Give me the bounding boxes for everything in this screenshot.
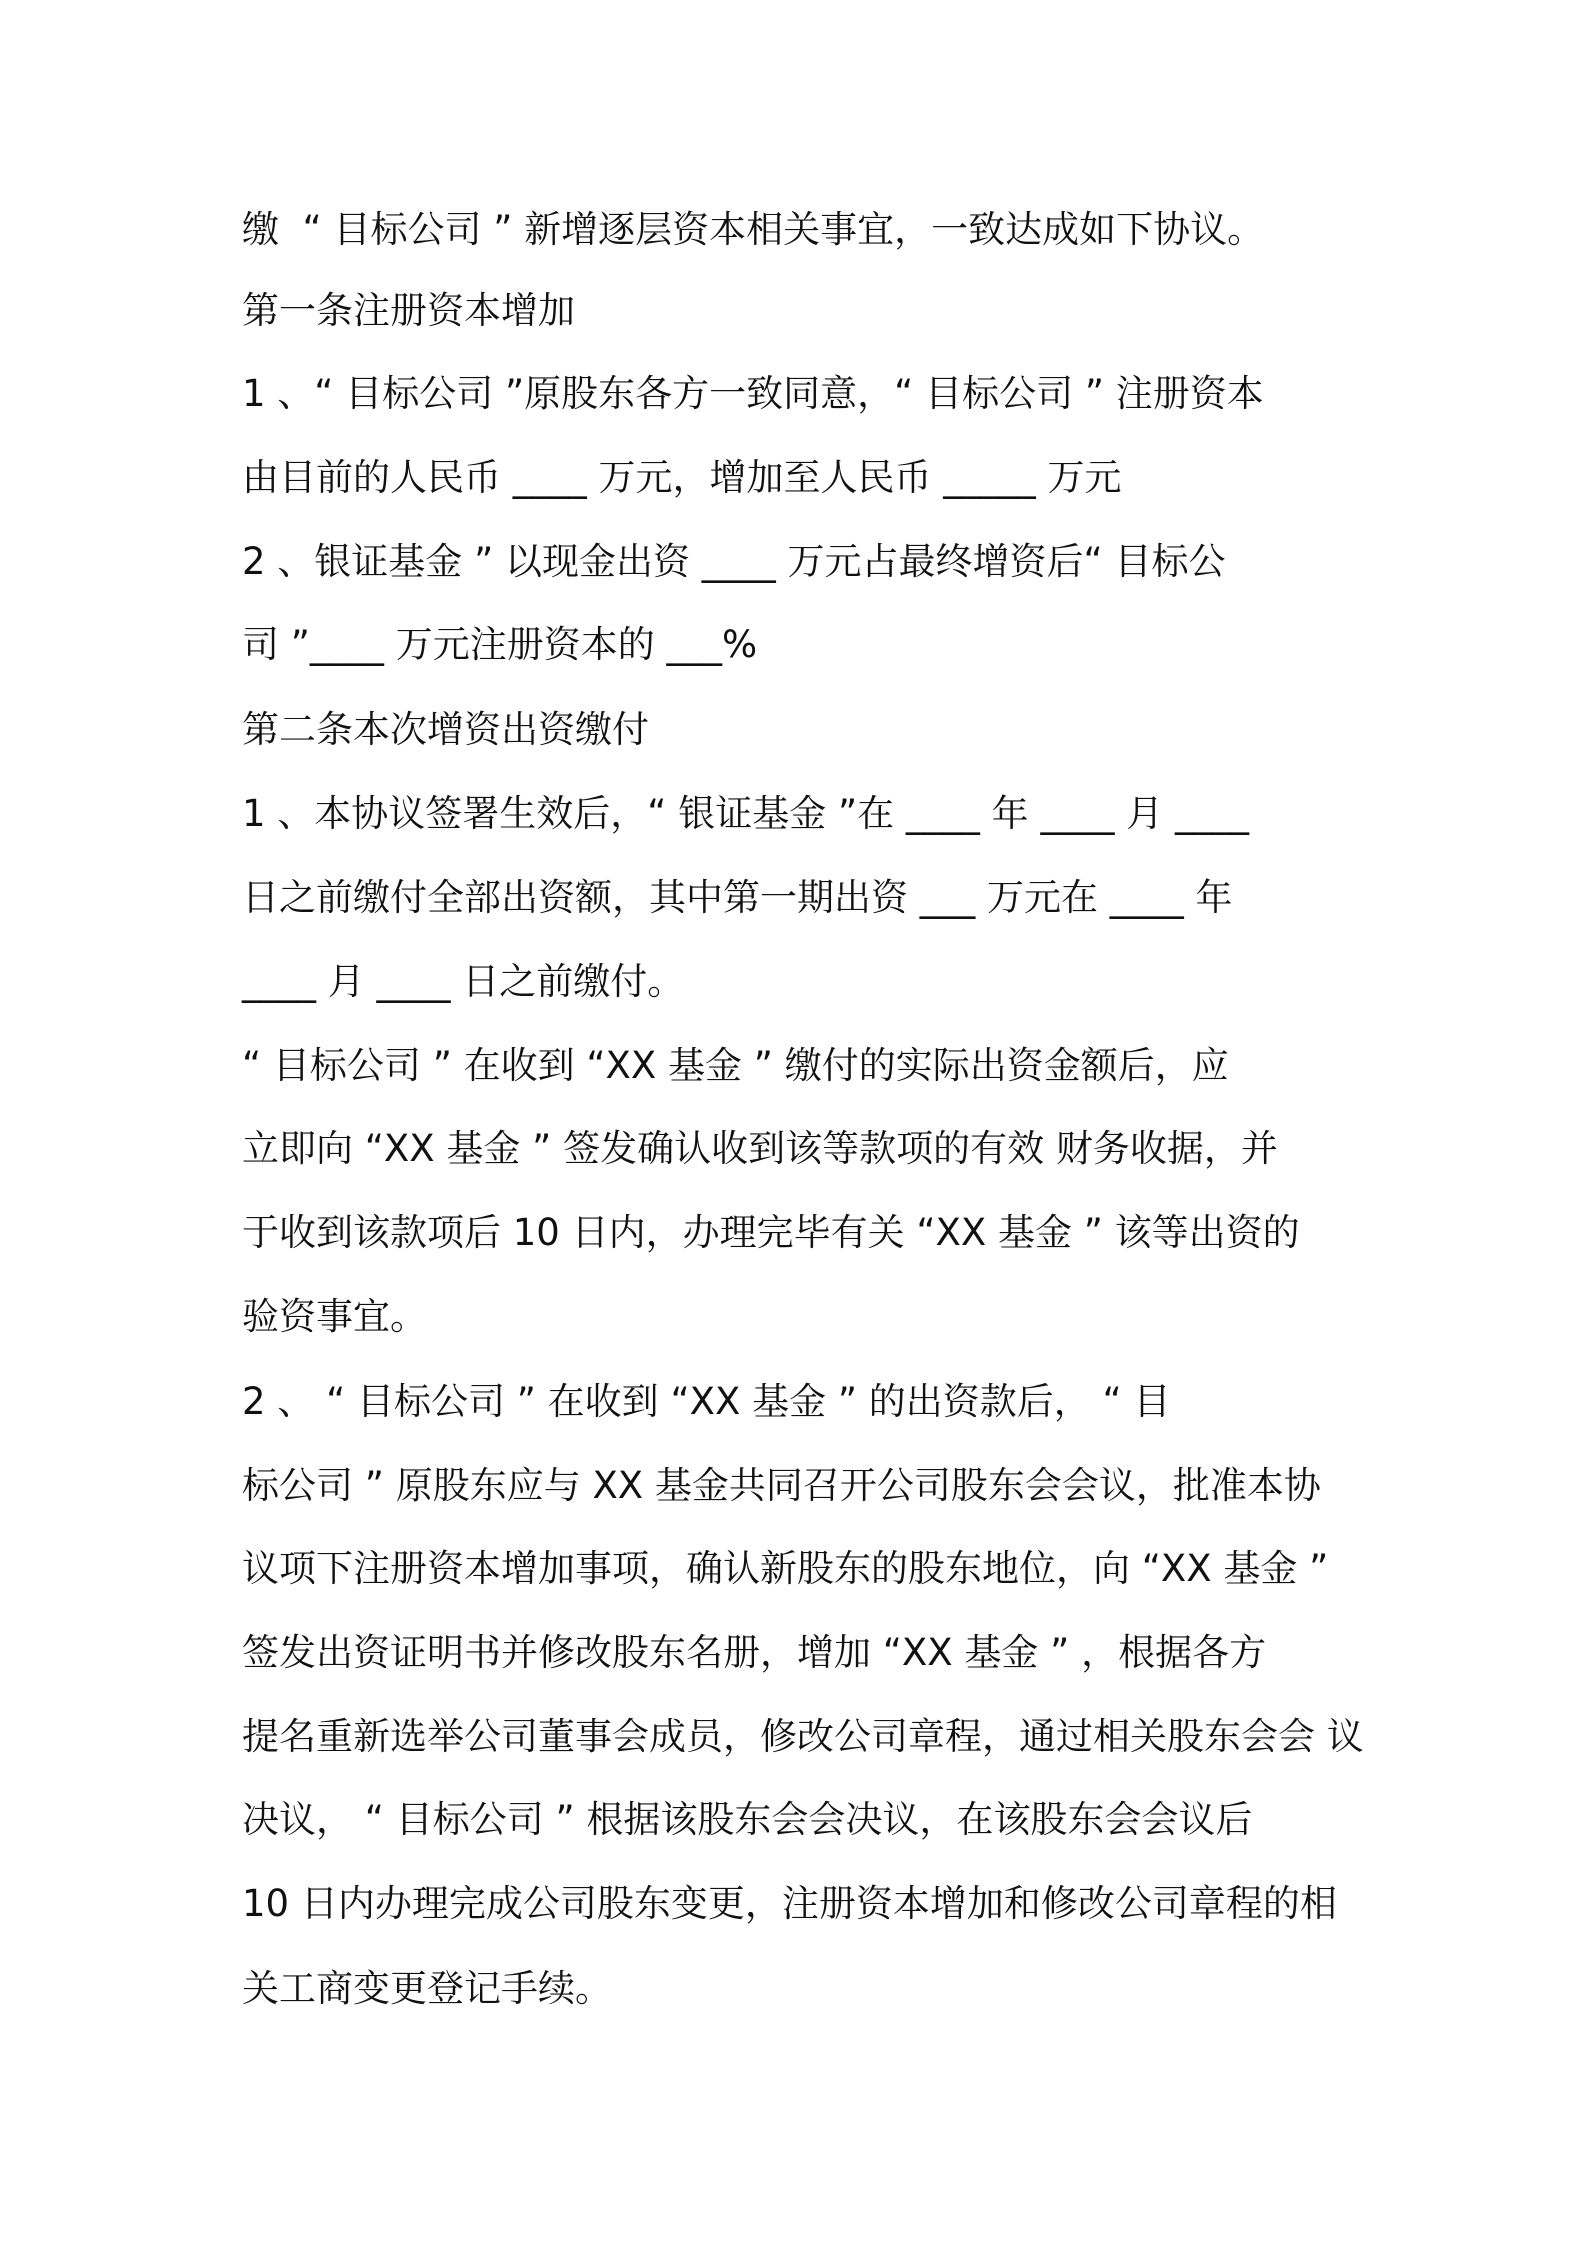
text-line: 缴 “ 目标公司 ” 新增逐层资本相关事宜，一致达成如下协议。 bbox=[242, 208, 1265, 251]
text-line: 10 日内办理完成公司股东变更，注册资本增加和修改公司章程的相 bbox=[242, 1882, 1337, 1925]
text-line: 1 、“ 目标公司 ”原股东各方一致同意，“ 目标公司 ” 注册资本 bbox=[242, 372, 1264, 415]
section-heading: 第二条本次增资出资缴付 bbox=[242, 708, 649, 751]
text-line: 验资事宜。 bbox=[242, 1295, 427, 1338]
text-line: ____ 月 ____ 日之前缴付。 bbox=[242, 960, 685, 1003]
text-line: 提名重新选举公司董事会成员，修改公司章程，通过相关股东会会 议 bbox=[242, 1715, 1364, 1758]
text-line: 日之前缴付全部出资额，其中第一期出资 ___ 万元在 ____ 年 bbox=[242, 876, 1233, 919]
text-line: 司 ”____ 万元注册资本的 ___% bbox=[242, 623, 758, 666]
text-line: 2 、银证基金 ” 以现金出资 ____ 万元占最终增资后“ 目标公 bbox=[242, 540, 1226, 583]
text-line: 由目前的人民币 ____ 万元，增加至人民币 _____ 万元 bbox=[242, 456, 1122, 499]
text-line: 于收到该款项后 10 日内，办理完毕有关 “XX 基金 ” 该等出资的 bbox=[242, 1211, 1300, 1254]
text-line: 决议， “ 目标公司 ” 根据该股东会会决议，在该股东会会议后 bbox=[242, 1798, 1253, 1841]
text-line: “ 目标公司 ” 在收到 “XX 基金 ” 缴付的实际出资金额后，应 bbox=[242, 1044, 1229, 1087]
text-line: 关工商变更登记手续。 bbox=[242, 1967, 612, 2010]
text-line: 签发出资证明书并修改股东名册，增加 “XX 基金 ” ，根据各方 bbox=[242, 1631, 1267, 1674]
text-line: 议项下注册资本增加事项，确认新股东的股东地位，向 “XX 基金 ” bbox=[242, 1547, 1329, 1590]
text-line: 标公司 ” 原股东应与 XX 基金共同召开公司股东会会议，批准本协 bbox=[242, 1464, 1321, 1507]
text-line: 2 、 “ 目标公司 ” 在收到 “XX 基金 ” 的出资款后， “ 目 bbox=[242, 1380, 1171, 1423]
text-line: 1 、本协议签署生效后，“ 银证基金 ”在 ____ 年 ____ 月 ____ bbox=[242, 792, 1249, 835]
text-line: 立即向 “XX 基金 ” 签发确认收到该等款项的有效 财务收据，并 bbox=[242, 1127, 1278, 1170]
section-heading: 第一条注册资本增加 bbox=[242, 289, 575, 332]
